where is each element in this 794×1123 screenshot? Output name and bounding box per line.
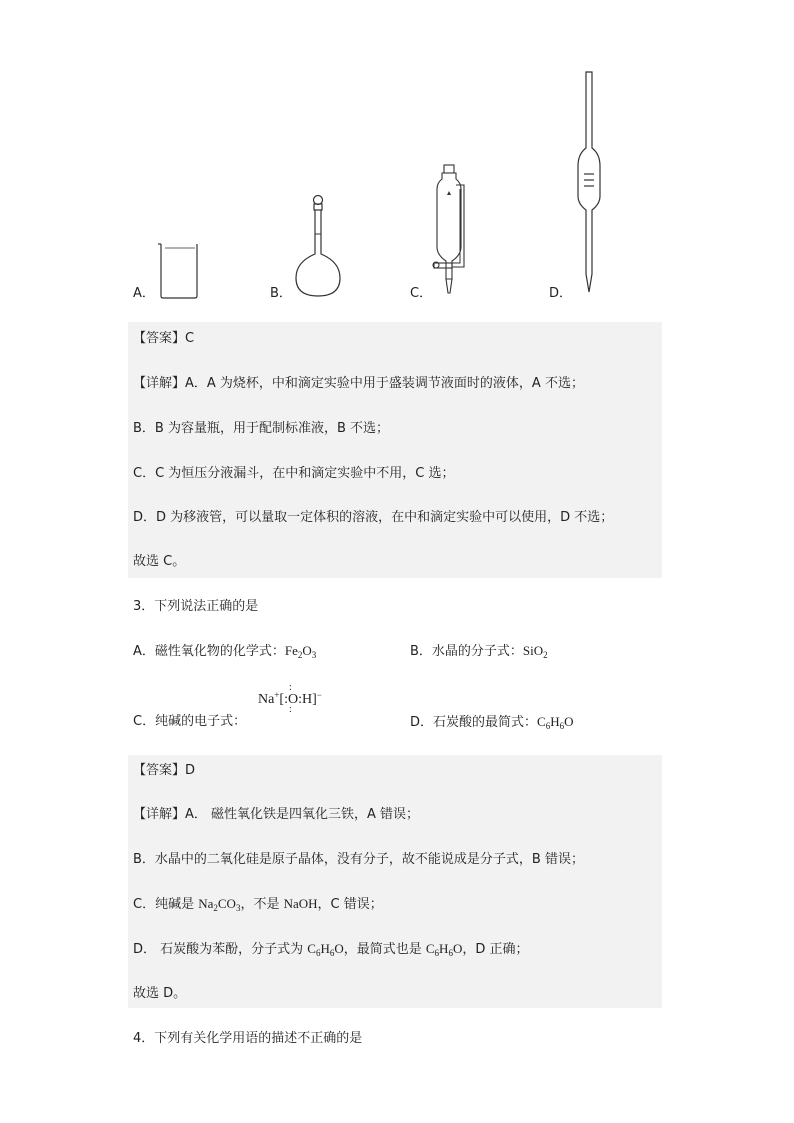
- volumetric-flask-icon: [294, 192, 358, 300]
- detail-q2-line-5: 故选 C。: [133, 554, 186, 569]
- answer-block-q3: [128, 755, 662, 1008]
- option-c-label: C．: [410, 286, 433, 301]
- question-3-stem: 3．下列说法正确的是: [133, 599, 259, 614]
- detail-q2-line-3: C．C 为恒压分液漏斗，在中和滴定实验中不用，C 选；: [133, 466, 455, 481]
- answer-block-q2: [128, 322, 662, 578]
- electron-formula-naoh: Na+[:O : : :H]−: [258, 682, 322, 715]
- detail-q3-line-4: D． 石炭酸为苯酚，分子式为 $C_6H_6O$，最简式也是 $C_6H_6O$，D 正确；: [133, 941, 529, 958]
- q3-option-c: C．纯碱的电子式：: [133, 714, 247, 729]
- detail-q3-line-3: C．纯碱是 $Na_2CO_3$，不是 NaOH，C 错误；: [133, 896, 383, 913]
- lone-pair-bottom: :: [288, 704, 292, 715]
- option-b-label: B．: [270, 286, 292, 301]
- detail-q2-line-4: D．D 为移液管，可以量取一定体积的溶液，在中和滴定实验中可以使用，D 不选；: [133, 510, 614, 525]
- detail-q2-line-1: 【详解】A．A 为烧杯，中和滴定实验中用于盛装调节液面时的液体，A 不选；: [133, 376, 584, 391]
- q3-option-b: B．水晶的分子式：SiO$_2$: [410, 643, 548, 660]
- option-a-label: A．: [133, 286, 155, 301]
- answer-q3: 【答案】D: [133, 763, 196, 778]
- answer-q2: 【答案】C: [133, 331, 195, 346]
- lone-pair-top: :: [288, 682, 292, 693]
- q3-option-d: D．石炭酸的最简式：$C_6H_6O$: [410, 714, 574, 731]
- pipette-icon: [574, 70, 604, 296]
- q3-option-a: A．磁性氧化物的化学式：$Fe_2O_3$: [133, 643, 317, 660]
- question-4-stem: 4．下列有关化学用语的描述不正确的是: [133, 1031, 363, 1046]
- detail-q2-line-2: B．B 为容量瓶，用于配制标准液，B 不选；: [133, 421, 390, 436]
- detail-q3-line-2: B．水晶中的二氧化硅是原子晶体，没有分子，故不能说成是分子式，B 错误；: [133, 852, 584, 867]
- detail-q3-line-1: 【详解】A． 磁性氧化铁是四氧化三铁，A 错误；: [133, 807, 420, 822]
- detail-q3-line-5: 故选 D。: [133, 986, 187, 1001]
- option-d-label: D．: [549, 286, 573, 301]
- separatory-funnel-icon: [430, 163, 470, 299]
- beaker-icon: [157, 240, 203, 300]
